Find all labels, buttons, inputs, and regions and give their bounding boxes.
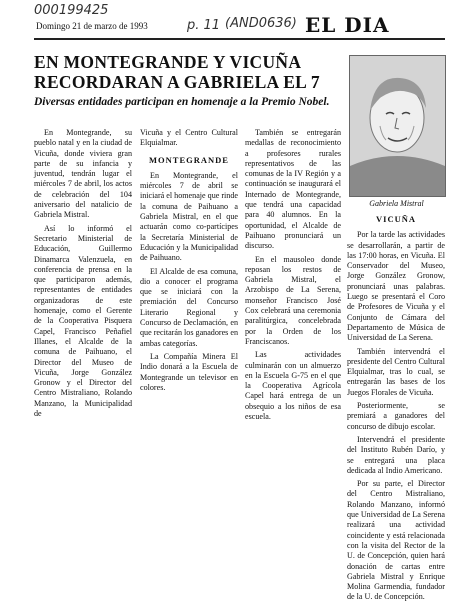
paragraph: En Montegrande, el miércoles 7 de abril se iniciará el homenaje que rinde la comuna de Paihuano a Gabriela Mistral, en el que actuarán como co-partícipes la Secretaría Ministerial de Educación y la Municipalidad de Paihuano. bbox=[140, 170, 238, 263]
handwritten-archive-code: 000199425 bbox=[34, 3, 109, 18]
section-heading-montegrande: MONTEGRANDE bbox=[149, 154, 229, 165]
paragraph: Por la tarde las actividades se desarrollarán, a partir de las 17:00 horas, en Vicuña. El Conservador del Museo, Jorge González Gronow, pronunciará unas palabras. Luego se presentará el Coro de Profesores de Vicuña y el Conjunto de Cámara del Departamento de Música de Universidad de La Serena. bbox=[347, 230, 445, 343]
publication-date: Domingo 21 de marzo de 1993 bbox=[36, 21, 148, 31]
photo-caption: Gabriela Mistral bbox=[369, 199, 424, 208]
column-2 bbox=[140, 128, 238, 396]
portrait-photo bbox=[349, 55, 446, 197]
header-rule bbox=[34, 38, 445, 40]
paragraph: Así lo informó el Secretario Ministerial de Educación, Guillermo Dinamarca Valenzuela, en conferencia de prensa en la que participaron además, representantes de entidades organizadoras de este homenaje, como el Gerente de la Cooperativa Pisquera Capel, Francisco Peñafiel Illanes, el Alcalde de la comuna de Paihuano, el Director del Museo de Vicuña, Jorge González Gronow y el Director del Centro Mistraliano, Rolando Manzano, la Municipalidad de bbox=[34, 223, 132, 419]
column-1 bbox=[34, 128, 132, 422]
paragraph: También se entregarán medallas de reconocimiento a profesores rurales representativos de las comunas de la IV Región y a continuación se inaugurará el Internado de Montegrande, que tendrá una capacidad para 40 alumnos. En la oportunidad, el Alcalde de Paihuano pronunciará un discurso. bbox=[245, 128, 341, 251]
paragraph: Vicuña y el Centro Cultural Elquialmar. bbox=[140, 128, 238, 148]
paragraph: También intervendrá el presidente del Centro Cultural Elquialmar, tras lo cual, se entregarán las bases de los Juegos Florales de Vicuña. bbox=[347, 346, 445, 397]
column-4 bbox=[347, 214, 445, 606]
paragraph: Posteriormente, se premiará a ganadores del concurso de dibujo escolar. bbox=[347, 401, 445, 431]
paragraph: Intervendrá el presidente del Instituto Rubén Darío, y se entregará una placa dedicada al Indio Americano. bbox=[347, 434, 445, 475]
column-3 bbox=[245, 128, 341, 425]
section-heading-vicuna: VICUÑA bbox=[376, 214, 416, 224]
paragraph: El Alcalde de esa comuna, dio a conocer el programa que se iniciará con la premiación del Concurso Literario Regional y Concurso de Declamación, en que recitarán los ganadores en ambas categorías. bbox=[140, 266, 238, 348]
handwritten-reference: (AND0636) bbox=[225, 16, 297, 31]
portrait-illustration bbox=[350, 56, 445, 196]
paragraph: En el mausoleo donde reposan los restos de Gabriela Mistral, el Arzobispo de La Serena, monseñor Francisco José Cox celebrará una ceremonia paralitúrgica, concelebrada por la Orden de los Franciscanos. bbox=[245, 254, 341, 346]
paragraph: Las actividades culminarán con un almuerzo en la Escuela G-75 en el que la Cooperativa Agrícola Capel hará entrega de un obsequio a los niños de esa escuela. bbox=[245, 350, 341, 422]
paragraph: La Compañía Minera El Indio donará a la Escuela de Montegrande un televisor en colores. bbox=[140, 351, 238, 392]
newspaper-name: EL DIA bbox=[305, 13, 390, 37]
paragraph: En Montegrande, su pueblo natal y en la ciudad de Vicuña, donde viviera gran parte de su infancia y juventud, tendrán lugar el miércoles 7 de abril, los actos de celebración del 104 aniversario del natalicio de Gabriela Mistral. bbox=[34, 128, 132, 220]
handwritten-page-number: p. 11 bbox=[187, 18, 221, 33]
article-subheadline: Diversas entidades participan en homenaje a la Premio Nobel. bbox=[34, 96, 330, 108]
article-headline: EN MONTEGRANDE Y VICUÑA RECORDARAN A GABRIELA EL 7 bbox=[34, 52, 320, 92]
paragraph: Por su parte, el Director del Centro Mistraliano, Rolando Manzano, informó que Universidad de La Serena realizará una actividad coincidente y está relacionada con la visita del Rector de la U. de Concepción, quien hará donación de cartas entre Gabriela Mistral y Enrique Molina Garmendia, fundador de la U. de Concepción. bbox=[347, 479, 445, 602]
